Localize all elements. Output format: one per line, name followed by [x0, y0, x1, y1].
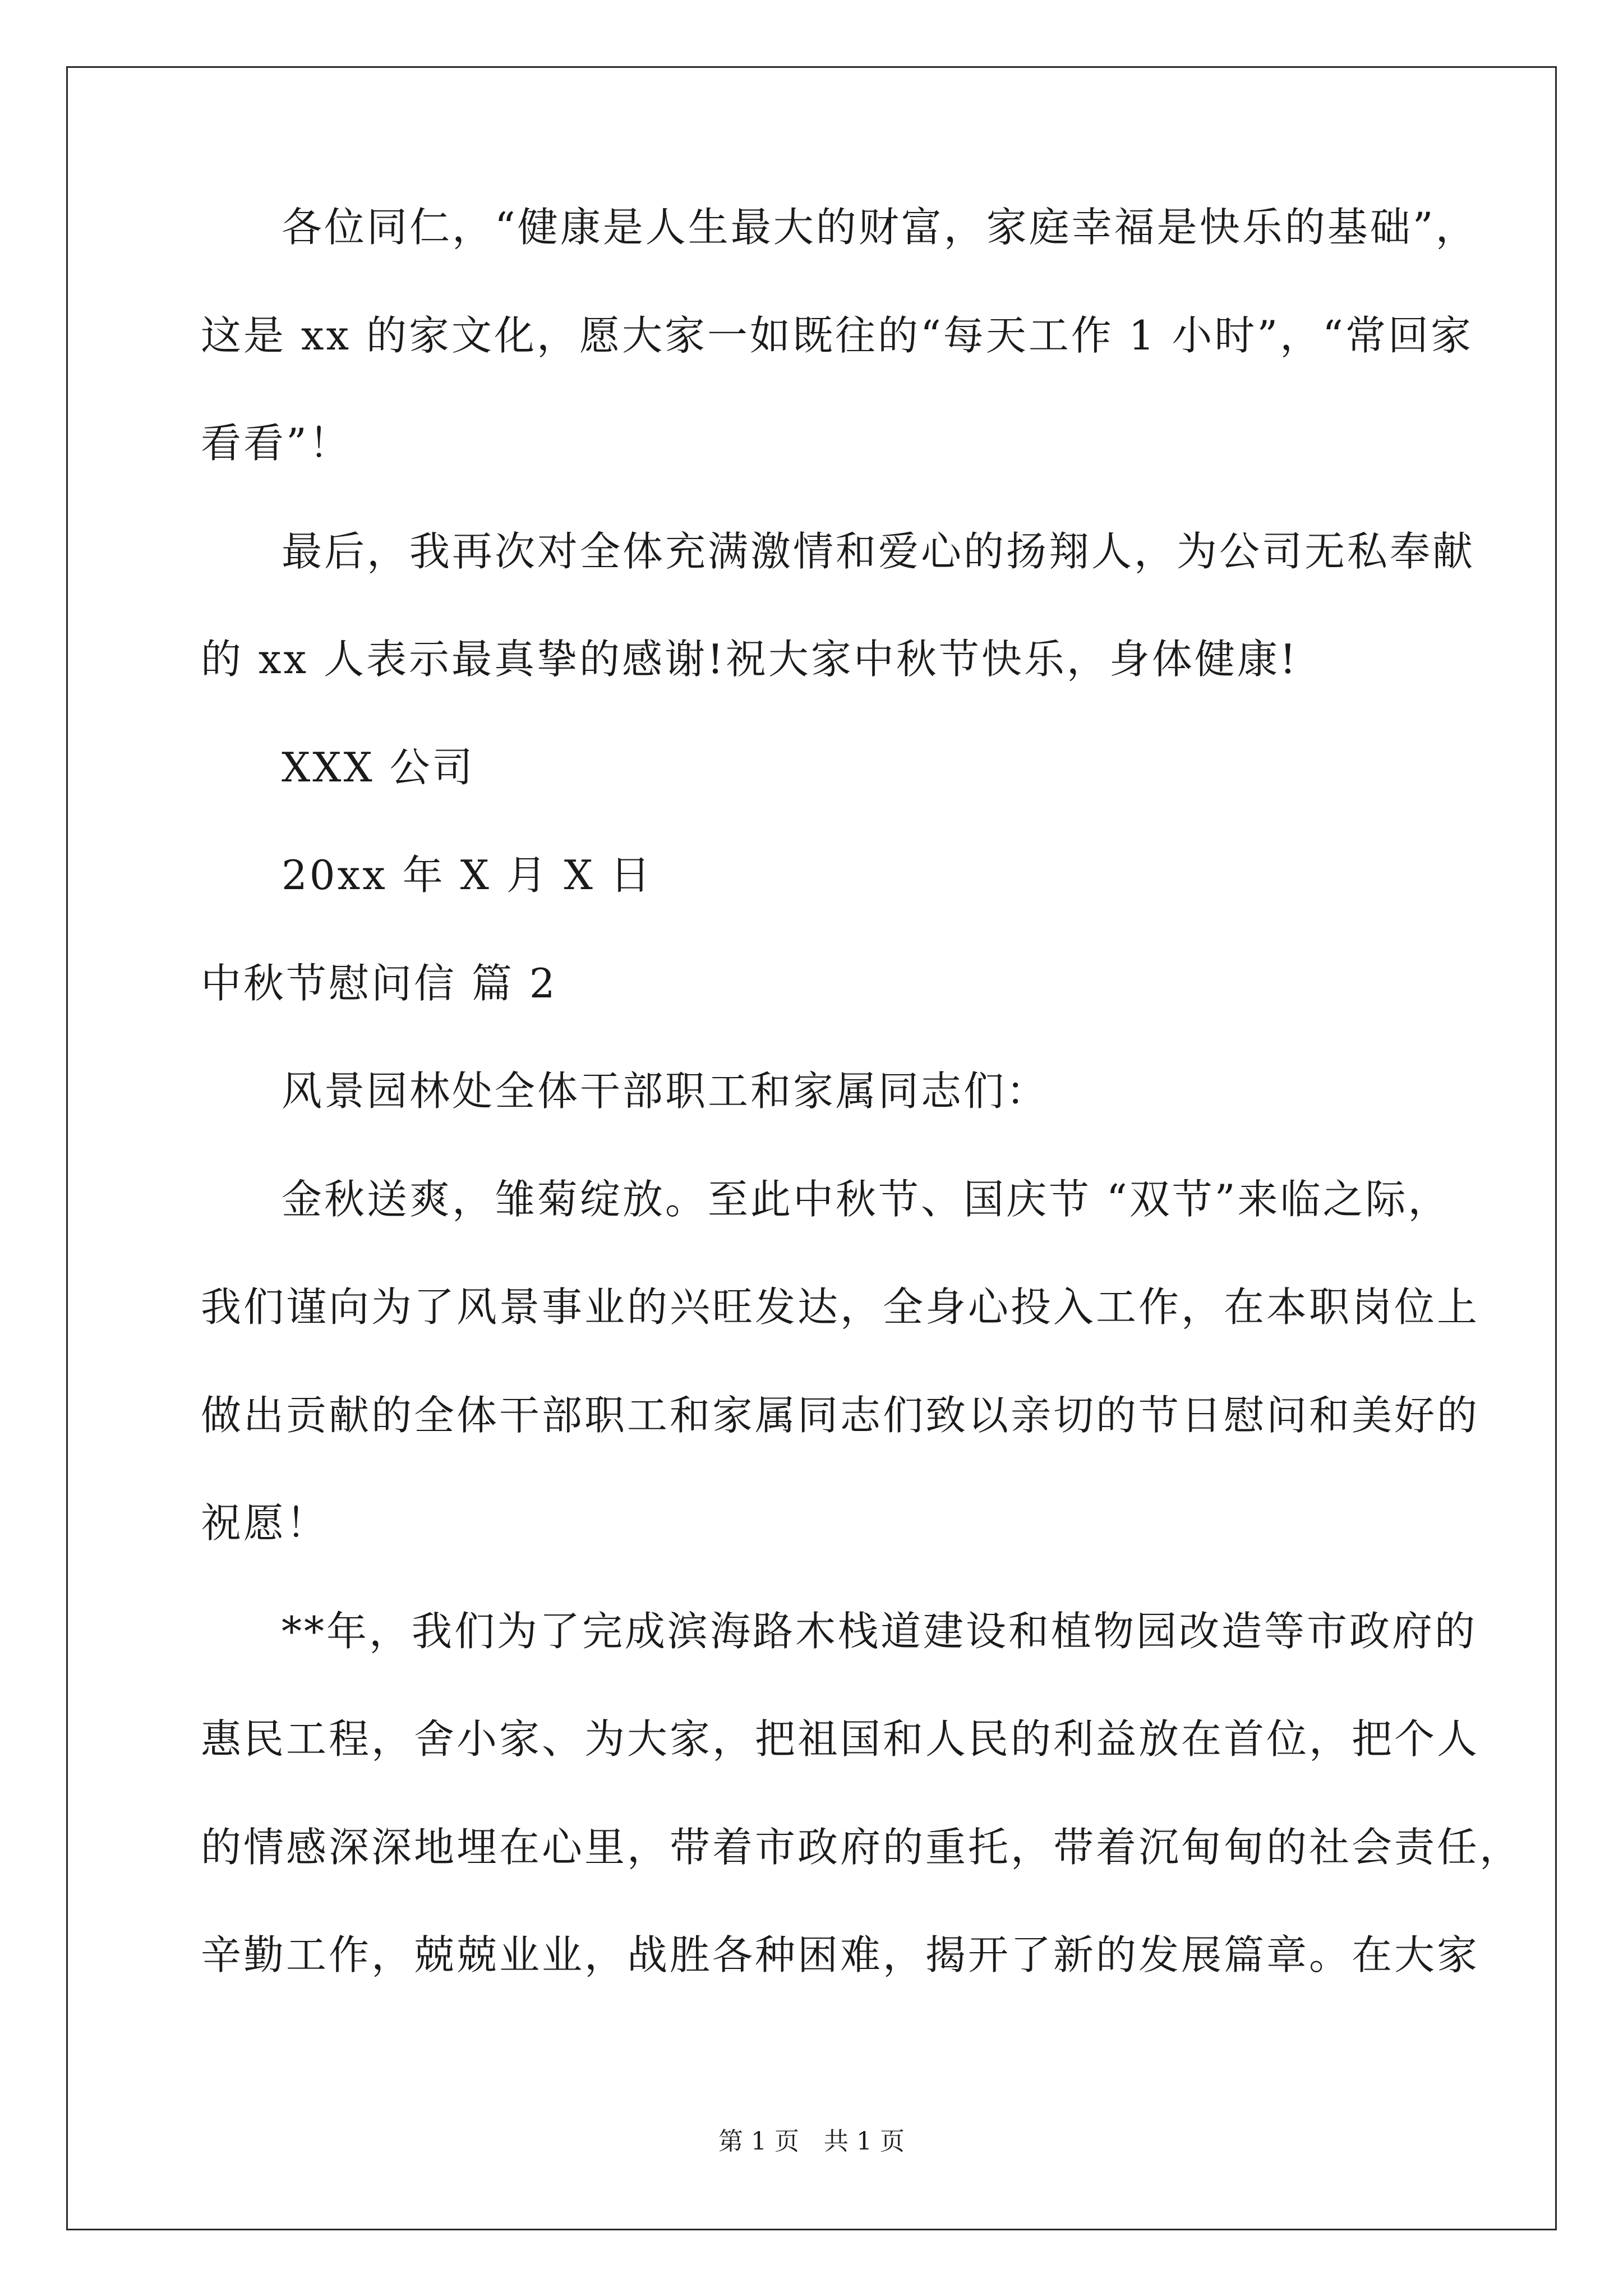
paragraph-1-line-1: 各位同仁，“健康是人生最大的财富，家庭幸福是快乐的基础”， [282, 204, 1478, 251]
paragraph-1-line-2: 这是 xx 的家文化，愿大家一如既往的“每天工作 1 小时”，“常回家 [201, 312, 1473, 359]
paragraph-4-line-1: **年，我们为了完成滨海路木栈道建设和植物园改造等市政府的 [282, 1608, 1478, 1655]
paragraph-3-line-3: 做出贡献的全体干部职工和家属同志们致以亲切的节日慰问和美好的 [201, 1392, 1480, 1439]
paragraph-4-line-2: 惠民工程，舍小家、为大家，把祖国和人民的利益放在首位，把个人 [201, 1715, 1480, 1763]
paragraph-4-line-3: 的情感深深地埋在心里，带着市政府的重托，带着沉甸甸的社会责任， [201, 1824, 1523, 1871]
signature-date: 20xx 年 X 月 X 日 [282, 852, 653, 899]
paragraph-3-line-2: 我们谨向为了风景事业的兴旺发达，全身心投入工作，在本职岗位上 [201, 1283, 1480, 1331]
salutation: 风景园林处全体干部职工和家属同志们： [282, 1068, 1049, 1115]
paragraph-3-line-1: 金秋送爽，雏菊绽放。至此中秋节、国庆节 “双节”来临之际， [282, 1176, 1451, 1223]
signature-company: XXX 公司 [282, 744, 475, 791]
page-footer: 第 1 页 共 1 页 [718, 2127, 905, 2156]
paragraph-2-line-1: 最后，我再次对全体充满激情和爱心的扬翔人，为公司无私奉献 [282, 528, 1476, 575]
section-heading: 中秋节慰问信 篇 2 [201, 960, 557, 1007]
paragraph-1-line-3: 看看”！ [201, 420, 352, 467]
page-border [66, 66, 1557, 2230]
paragraph-3-line-4: 祝愿！ [201, 1499, 329, 1547]
paragraph-4-line-4: 辛勤工作，兢兢业业，战胜各种困难，揭开了新的发展篇章。在大家 [201, 1931, 1480, 1978]
paragraph-2-line-2: 的 xx 人表示最真挚的感谢!祝大家中秋节快乐，身体健康! [201, 636, 1298, 683]
